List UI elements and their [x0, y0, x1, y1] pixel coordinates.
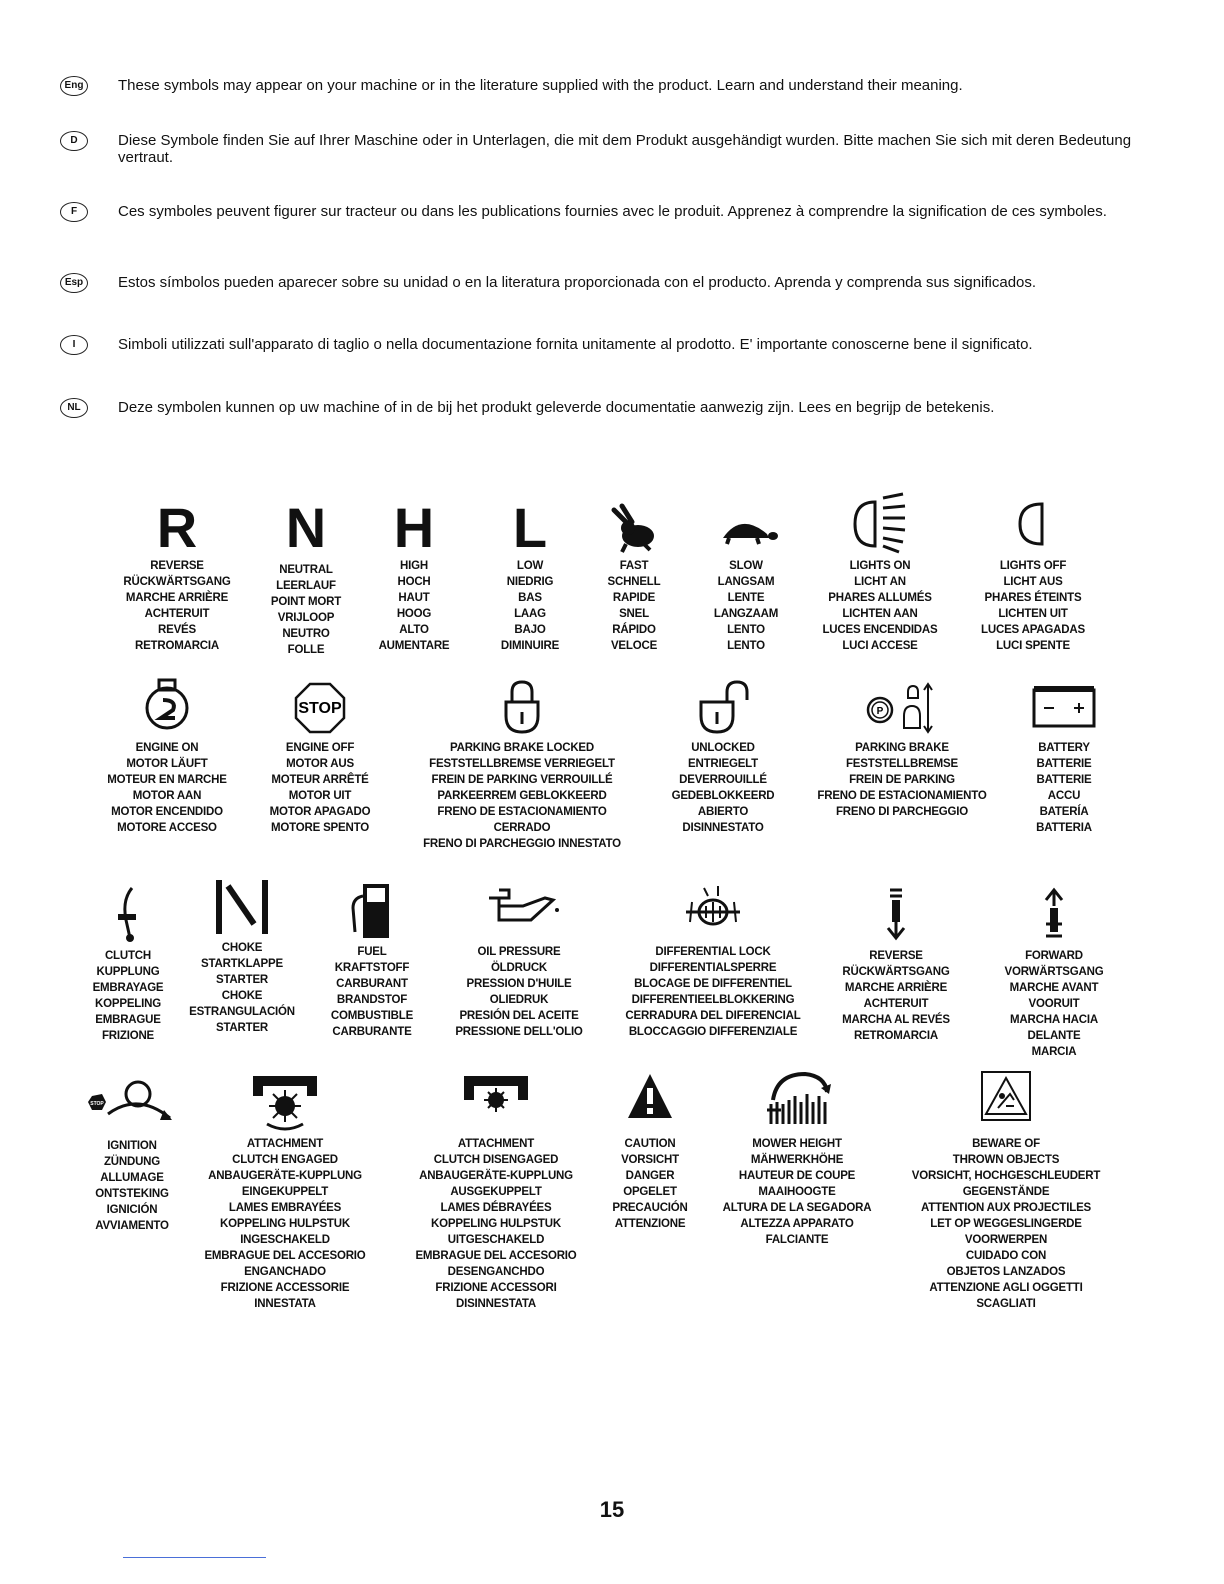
symbol-label: RETROMARCIA: [134, 640, 220, 652]
symbol-label: EMBRAGUE: [95, 1014, 161, 1026]
symbol-label: ESTRANGULACIÓN: [189, 1006, 295, 1018]
symbol-label: VELOCE: [610, 640, 658, 652]
differential-lock-icon: [600, 880, 826, 944]
symbol-label: MOWER HEIGHT: [752, 1138, 842, 1150]
fuel-icon: [312, 876, 432, 944]
label-list: [958, 558, 1108, 654]
symbol-label: CARBURANT: [336, 978, 408, 990]
symbol-label: OLIEDRUK: [489, 994, 549, 1006]
symbol-label: INGESCHAKELD: [240, 1234, 330, 1246]
symbol-mower-height: [700, 1066, 894, 1248]
attachment-engaged-icon: [180, 1066, 390, 1136]
symbol-label: BLOCCAGGIO DIFFERENZIALE: [628, 1026, 798, 1038]
symbol-label: LUCES ENCENDIDAS: [822, 624, 938, 636]
symbol-label: PHARES ÉTEINTS: [984, 592, 1082, 604]
symbol-label: PRESIÓN DEL ACEITE: [459, 1010, 579, 1022]
intro-text: Estos símbolos pueden aparecer sobre su unidad o en la literatura proporcionada con el producto. Aprenda y comprenda sus significados.: [118, 274, 1037, 291]
symbol-label: BRANDSTOF: [336, 994, 408, 1006]
ignition-icon: [72, 1072, 192, 1138]
label-list: [312, 944, 432, 1040]
forward-arrow-icon: [980, 884, 1128, 948]
symbol-label: STARTER: [215, 1022, 269, 1034]
symbol-label: ACHTERUIT: [144, 608, 210, 620]
symbol-label: KRAFTSTOFF: [334, 962, 410, 974]
symbol-label: BATTERIE: [1036, 774, 1092, 786]
symbol-label: MARCHA HACIA: [1010, 1014, 1098, 1026]
symbol-label: OBJETOS LANZADOS: [946, 1266, 1066, 1278]
label-list: [78, 948, 178, 1044]
symbol-label: RÜCKWÄRTSGANG: [123, 576, 231, 588]
lang-badge: NL: [60, 398, 88, 418]
symbol-attachment-engaged: [180, 1066, 390, 1312]
symbol-label: DIMINUIRE: [500, 640, 560, 652]
symbol-slow: [690, 498, 802, 654]
symbol-label: OIL PRESSURE: [477, 946, 561, 958]
label-list: [796, 740, 1008, 820]
symbol-label: STARTKLAPPE: [201, 958, 283, 970]
symbol-label: CHOKE: [221, 990, 263, 1002]
symbol-label: FESTSTELLBREMSE: [845, 758, 958, 770]
symbol-label: ANBAUGERÄTE-KUPPLUNG: [419, 1170, 573, 1182]
symbol-label: INNESTATA: [254, 1298, 316, 1310]
symbol-label: NEUTRAL: [279, 564, 333, 576]
symbol-label: POINT MORT: [270, 596, 342, 608]
lang-badge: I: [60, 335, 88, 355]
intro-text: Deze symbolen kunnen op uw machine of in de bij het produkt geleverde documentatie aanwezig zijn. Lees en begrijp de betekenis.: [118, 399, 995, 416]
label-list: [350, 558, 478, 654]
symbol-label: LAMES DÉBRAYÉES: [440, 1202, 552, 1214]
symbol-label: ATTACHMENT: [246, 1138, 324, 1150]
symbol-label: REVERSE: [869, 950, 923, 962]
turtle-icon: [690, 498, 802, 558]
symbol-label: KUPPLUNG: [96, 966, 160, 978]
symbol-label: DEVERROUILLÉ: [679, 774, 767, 786]
engine-on-icon: [88, 676, 246, 740]
lang-badge: D: [60, 131, 88, 151]
symbol-label: CLUTCH: [104, 950, 152, 962]
symbol-label: MARCHE AVANT: [1009, 982, 1099, 994]
symbol-label: MARCHA AL REVÉS: [842, 1014, 950, 1026]
symbol-label: SCAGLIATI: [976, 1298, 1036, 1310]
symbol-label: BAJO: [514, 624, 546, 636]
symbol-label: MOTOR APAGADO: [269, 806, 371, 818]
symbol-label: CERRADURA DEL DIFERENCIAL: [625, 1010, 801, 1022]
symbol-label: HIGH: [400, 560, 428, 572]
symbol-label: ABIERTO: [697, 806, 749, 818]
symbol-label: LANGZAAM: [713, 608, 779, 620]
symbol-label: MOTORE SPENTO: [271, 822, 369, 834]
symbol-label: GEDEBLOKKEERD: [671, 790, 775, 802]
symbol-label: CARBURANTE: [332, 1026, 412, 1038]
lights-off-icon: [958, 488, 1108, 558]
symbol-label: RÁPIDO: [612, 624, 656, 636]
attachment-disengaged-icon: [396, 1066, 596, 1136]
symbol-label: HOCH: [397, 576, 431, 588]
symbol-label: PARKEERREM GEBLOKKEERD: [437, 790, 607, 802]
symbol-label: MÄHWERKHÖHE: [750, 1154, 844, 1166]
symbol-lights-off: [958, 488, 1108, 654]
symbol-label: PARKING BRAKE: [855, 742, 949, 754]
symbol-label: ZÜNDUNG: [103, 1156, 161, 1168]
intro-text: These symbols may appear on your machine or in the literature supplied with the product. Learn and understand their meaning.: [118, 77, 963, 94]
label-list: [250, 740, 390, 836]
symbol-label: FOLLE: [287, 644, 325, 656]
symbol-label: ATTENTION AUX PROJECTILES: [920, 1202, 1092, 1214]
symbol-unlocked: [652, 676, 794, 836]
symbol-label: BATTERIA: [1036, 822, 1092, 834]
symbol-label: LAMES EMBRAYÉES: [228, 1202, 342, 1214]
symbol-label: LENTE: [727, 592, 765, 604]
symbol-label: CLUTCH DISENGAGED: [433, 1154, 559, 1166]
symbol-label: THROWN OBJECTS: [952, 1154, 1060, 1166]
label-list: [892, 1136, 1120, 1312]
label-list: [652, 740, 794, 836]
symbol-label: IGNITION: [107, 1140, 157, 1152]
symbol-label: KOPPELING: [95, 998, 161, 1010]
symbol-label: SNEL: [619, 608, 649, 620]
symbol-label: NIEDRIG: [506, 576, 554, 588]
symbol-label: LEERLAUF: [276, 580, 336, 592]
intro-text: Simboli utilizzati sull'apparato di taglio o nella documentazione fornita unitamente al prodotto. E' importante conoscerne bene il significato.: [118, 336, 1033, 353]
symbol-label: BEWARE OF: [972, 1138, 1040, 1150]
symbol-label: LENTO: [727, 640, 765, 652]
symbol-label: ATTENZIONE AGLI OGGETTI: [929, 1282, 1083, 1294]
symbol-differential-lock: [600, 880, 826, 1040]
symbol-label: BATERÍA: [1039, 806, 1089, 818]
symbol-label: MOTEUR ARRÊTÉ: [271, 774, 369, 786]
parking-brake-icon: [796, 676, 1008, 740]
symbol-thrown-objects: [892, 1066, 1120, 1312]
svg-text:STOP: STOP: [298, 700, 342, 717]
symbol-label: ALTEZZA APPARATO: [740, 1218, 854, 1230]
label-list: [396, 1136, 596, 1312]
symbol-label: EMBRAGUE DEL ACCESORIO: [415, 1250, 577, 1262]
label-list: [392, 740, 652, 852]
battery-icon: [994, 676, 1134, 740]
h-letter-icon: H: [393, 496, 435, 559]
lock-open-icon: [652, 676, 794, 740]
caution-icon: [596, 1066, 704, 1136]
symbol-label: MARCHE ARRIÈRE: [125, 592, 229, 604]
symbol-label: AUMENTARE: [378, 640, 450, 652]
n-letter-icon: N: [285, 496, 327, 559]
svg-text:P: P: [876, 706, 884, 717]
symbol-label: ENGANCHADO: [244, 1266, 326, 1278]
lights-on-icon: [800, 488, 960, 558]
symbol-label: RÜCKWÄRTSGANG: [842, 966, 950, 978]
symbol-label: BAS: [518, 592, 542, 604]
symbol-label: ENTRIEGELT: [688, 758, 758, 770]
symbol-label: ENGINE ON: [135, 742, 199, 754]
symbol-attachment-disengaged: [396, 1066, 596, 1312]
label-list: [172, 940, 312, 1036]
symbol-label: ALTO: [399, 624, 429, 636]
symbol-label: HAUTEUR DE COUPE: [738, 1170, 856, 1182]
symbol-label: FAST: [619, 560, 649, 572]
symbol-label: FRENO DE ESTACIONAMIENTO: [437, 806, 607, 818]
symbol-label: MAAIHOOGTE: [758, 1186, 836, 1198]
symbol-label: LUCI SPENTE: [996, 640, 1070, 652]
symbol-label: FESTSTELLBREMSE VERRIEGELT: [429, 758, 615, 770]
symbol-label: FRENO DE ESTACIONAMIENTO: [817, 790, 987, 802]
symbol-label: ALLUMAGE: [100, 1172, 164, 1184]
symbol-label: LICHTEN AAN: [842, 608, 918, 620]
symbol-label: BATTERIE: [1036, 758, 1092, 770]
symbol-label: FRENO DI PARCHEGGIO: [835, 806, 969, 818]
label-list: [980, 948, 1128, 1060]
symbol-label: NEUTRO: [282, 628, 330, 640]
symbol-label: ACCU: [1047, 790, 1081, 802]
symbol-label: VOORUIT: [1028, 998, 1080, 1010]
symbol-label: CERRADO: [493, 822, 551, 834]
symbol-label: MARCIA: [1031, 1046, 1077, 1058]
symbol-label: ENGINE OFF: [285, 742, 355, 754]
symbol-label: LOW: [516, 560, 544, 572]
symbol-label: IGNICIÓN: [106, 1204, 158, 1216]
symbol-label: OPGELET: [623, 1186, 677, 1198]
symbol-low: [470, 498, 590, 654]
footer-line: [123, 1557, 266, 1558]
symbol-label: LUCI ACCESE: [842, 640, 918, 652]
symbol-label: FRIZIONE ACCESSORIE: [220, 1282, 350, 1294]
thrown-objects-icon: [892, 1066, 1120, 1136]
label-list: [596, 1136, 704, 1232]
symbol-label: REVÉS: [158, 624, 196, 636]
symbol-label: REVERSE: [150, 560, 204, 572]
symbol-label: CLUTCH ENGAGED: [232, 1154, 338, 1166]
symbol-label: FALCIANTE: [765, 1234, 829, 1246]
clutch-icon: [78, 880, 178, 948]
symbol-label: DANGER: [625, 1170, 675, 1182]
symbol-lights-on: [800, 488, 960, 654]
r-letter-icon: R: [156, 496, 198, 559]
symbol-label: DIFFERENTIAL LOCK: [655, 946, 771, 958]
symbol-label: FRIZIONE: [101, 1030, 155, 1042]
symbol-label: COMBUSTIBLE: [330, 1010, 414, 1022]
symbol-label: VOORWERPEN: [964, 1234, 1048, 1246]
svg-text:STOP: STOP: [90, 1101, 104, 1107]
symbol-label: HAUT: [398, 592, 430, 604]
symbol-fuel: [312, 876, 432, 1040]
symbol-label: LANGSAM: [717, 576, 775, 588]
symbol-label: LENTO: [727, 624, 765, 636]
symbol-label: ÖLDRUCK: [490, 962, 548, 974]
symbol-label: BLOCAGE DE DIFFERENTIEL: [634, 978, 792, 990]
symbol-label: PARKING BRAKE LOCKED: [449, 742, 594, 754]
symbol-label: EMBRAGUE DEL ACCESORIO: [204, 1250, 366, 1262]
symbol-label: ALTURA DE LA SEGADORA: [722, 1202, 872, 1214]
symbol-label: EMBRAYAGE: [92, 982, 164, 994]
symbol-label: KOPPELING HULPSTUK: [220, 1218, 350, 1230]
symbol-label: ANBAUGERÄTE-KUPPLUNG: [208, 1170, 362, 1182]
symbol-label: MOTOR AUS: [286, 758, 354, 770]
label-list: [432, 944, 606, 1040]
symbol-parking-brake-locked: [392, 676, 652, 852]
symbol-label: SLOW: [729, 560, 763, 572]
symbol-label: LAAG: [514, 608, 546, 620]
symbol-label: MOTOR AAN: [132, 790, 202, 802]
label-list: [994, 740, 1134, 836]
symbol-label: LICHTEN UIT: [998, 608, 1068, 620]
symbol-label: MARCHE ARRIÈRE: [844, 982, 948, 994]
symbol-oil-pressure: [432, 880, 606, 1040]
symbol-label: BATTERY: [1038, 742, 1090, 754]
lock-closed-icon: [392, 676, 652, 740]
symbol-label: FORWARD: [1025, 950, 1083, 962]
symbol-label: DIFFERENTIEELBLOKKERING: [631, 994, 795, 1006]
l-letter-icon: L: [512, 496, 548, 559]
symbol-choke: [172, 872, 312, 1036]
oil-pressure-icon: [432, 880, 606, 944]
symbol-label: STARTER: [215, 974, 269, 986]
symbol-caution: [596, 1066, 704, 1232]
label-list: [800, 558, 960, 654]
label-list: [578, 558, 690, 654]
symbol-label: FREIN DE PARKING VERROUILLÉ: [431, 774, 613, 786]
symbol-label: VORSICHT: [621, 1154, 679, 1166]
symbol-label: AVVIAMENTO: [95, 1220, 169, 1232]
symbol-battery: [994, 676, 1134, 836]
symbol-label: LIGHTS OFF: [999, 560, 1067, 572]
label-list: [690, 558, 802, 654]
symbol-label: DIFFERENTIALSPERRE: [649, 962, 777, 974]
symbol-label: RAPIDE: [612, 592, 656, 604]
symbol-label: ATTENZIONE: [614, 1218, 686, 1230]
symbol-ignition: [72, 1072, 192, 1234]
symbol-label: HOOG: [396, 608, 432, 620]
symbol-label: UNLOCKED: [691, 742, 755, 754]
symbol-label: UITGESCHAKELD: [447, 1234, 545, 1246]
symbol-high: [350, 498, 478, 654]
symbol-label: PHARES ALLUMÉS: [828, 592, 932, 604]
symbol-clutch: [78, 880, 178, 1044]
symbol-label: GEGENSTÄNDE: [962, 1186, 1050, 1198]
lang-badge: Eng: [60, 76, 88, 96]
symbol-label: RETROMARCIA: [853, 1030, 939, 1042]
symbol-parking-brake: [796, 676, 1008, 820]
symbol-label: AUSGEKUPPELT: [450, 1186, 542, 1198]
symbol-label: ACHTERUIT: [863, 998, 929, 1010]
symbol-label: ATTACHMENT: [457, 1138, 535, 1150]
symbol-label: FUEL: [357, 946, 387, 958]
symbol-label: DISINNESTATA: [455, 1298, 536, 1310]
symbol-label: VORWÄRTSGANG: [1004, 966, 1104, 978]
symbol-label: PRESSIONE DELL'OLIO: [455, 1026, 583, 1038]
intro-text: Ces symboles peuvent figurer sur tracteur ou dans les publications fournies avec le produit. Apprenez à comprendre la signification de ces symboles.: [118, 203, 1107, 220]
label-list: [822, 948, 970, 1044]
symbol-label: CAUTION: [624, 1138, 676, 1150]
symbol-label: LUCES APAGADAS: [981, 624, 1085, 636]
symbol-label: PRESSION D'HUILE: [466, 978, 572, 990]
symbol-label: FRENO DI PARCHEGGIO INNESTATO: [423, 838, 621, 850]
symbol-label: FREIN DE PARKING: [849, 774, 955, 786]
label-list: [72, 1138, 192, 1234]
label-list: [600, 944, 826, 1040]
symbol-label: MOTOR LÄUFT: [126, 758, 208, 770]
lang-badge: Esp: [60, 273, 88, 293]
symbol-label: VRIJLOOP: [277, 612, 335, 624]
page-number: 15: [599, 1497, 625, 1522]
lang-badge: F: [60, 202, 88, 222]
symbol-label: KOPPELING HULPSTUK: [431, 1218, 561, 1230]
label-list: [700, 1136, 894, 1248]
symbol-label: DISINNESTATO: [682, 822, 764, 834]
symbol-label: DELANTE: [1027, 1030, 1081, 1042]
symbol-label: EINGEKUPPELT: [241, 1186, 329, 1198]
rabbit-icon: [578, 498, 690, 558]
symbol-reverse-direction: [822, 884, 970, 1044]
intro-text: Diese Symbole finden Sie auf Ihrer Maschine oder in Unterlagen, die mit dem Produkt ausgehändigt wurden. Bitte machen Sie sich mit deren Bedeutung vertraut.: [118, 132, 1132, 166]
symbol-label: LICHT AUS: [1003, 576, 1063, 588]
engine-off-icon: [250, 676, 390, 740]
symbol-label: ONTSTEKING: [95, 1188, 169, 1200]
symbol-label: LICHT AN: [854, 576, 906, 588]
symbol-label: LET OP WEGGESLINGERDE: [930, 1218, 1082, 1230]
symbol-engine-off: [250, 676, 390, 836]
symbol-label: FRIZIONE ACCESSORI: [435, 1282, 557, 1294]
symbol-label: MOTOR UIT: [288, 790, 352, 802]
symbol-label: CUIDADO CON: [965, 1250, 1047, 1262]
symbol-engine-on: [88, 676, 246, 836]
symbol-label: DESENGANCHDO: [447, 1266, 545, 1278]
label-list: [88, 740, 246, 836]
reverse-arrow-icon: [822, 884, 970, 948]
symbol-label: CHOKE: [221, 942, 263, 954]
label-list: [180, 1136, 390, 1312]
symbol-forward: [980, 884, 1128, 1060]
choke-icon: [172, 872, 312, 940]
symbol-label: SCHNELL: [607, 576, 661, 588]
symbol-fast: [578, 498, 690, 654]
symbol-label: PRECAUCIÓN: [612, 1202, 688, 1214]
label-list: [470, 558, 590, 654]
symbol-label: MOTORE ACCESO: [117, 822, 217, 834]
symbol-label: MOTOR ENCENDIDO: [111, 806, 223, 818]
mower-height-icon: [700, 1066, 894, 1136]
symbol-label: VORSICHT, HOCHGESCHLEUDERT: [911, 1170, 1101, 1182]
symbol-label: MOTEUR EN MARCHE: [107, 774, 227, 786]
symbol-label: LIGHTS ON: [849, 560, 911, 572]
